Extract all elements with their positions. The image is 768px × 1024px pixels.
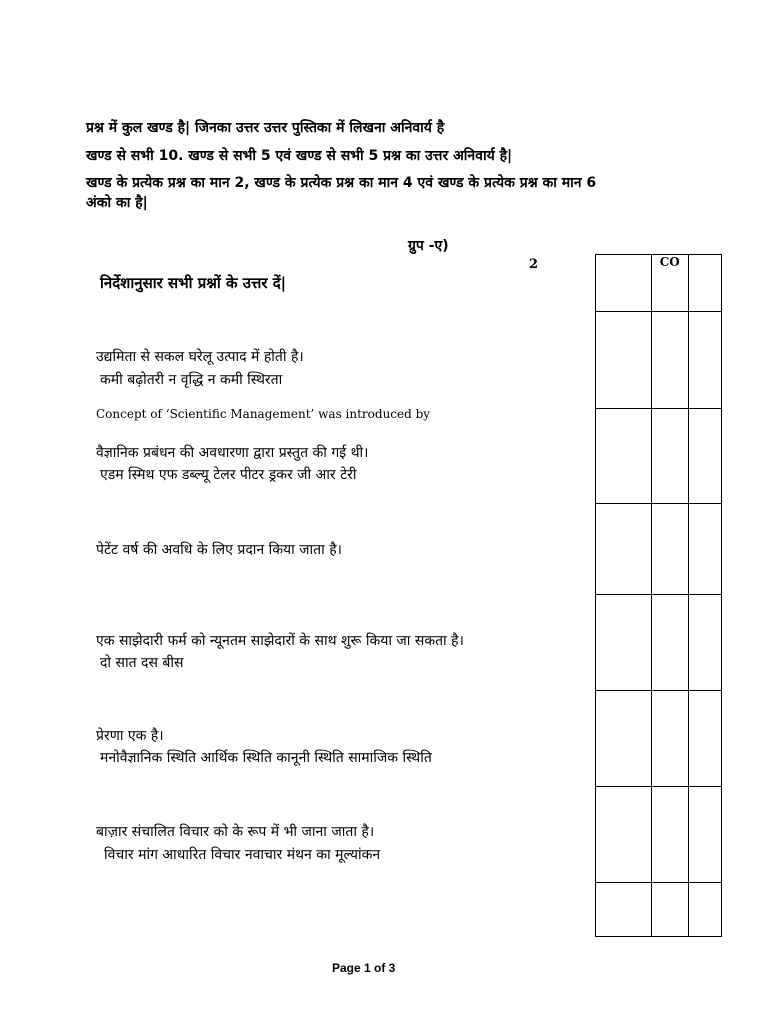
question-5-text: प्रेरणा एक है।	[96, 728, 164, 744]
question-6-text: बाज़ार संचालित विचार को के रूप में भी जाना जाता है।	[96, 824, 375, 840]
table-cell	[688, 409, 721, 504]
question-1-text: उद्यमिता से सकल घरेलू उत्पाद में होती है।	[96, 349, 304, 365]
table-cell	[688, 883, 721, 937]
table-cell	[688, 787, 721, 883]
table-row	[596, 691, 722, 787]
table-row	[596, 787, 722, 883]
table-cell	[651, 883, 688, 937]
table-row	[596, 312, 722, 409]
question-3-text: पेटेंट वर्ष की अवधि के लिए प्रदान किया जाता है।	[96, 542, 342, 558]
table-cell	[651, 312, 688, 409]
table-cell	[651, 409, 688, 504]
table-cell	[651, 787, 688, 883]
question-2-english: Concept of ‘Scientific Management’ was introduced by	[96, 407, 431, 421]
table-cell	[596, 883, 652, 937]
question-6-options: विचार मांग आधारित विचार नवाचार मंथन का मूल्यांकन	[104, 847, 381, 863]
table-cell	[651, 691, 688, 787]
table-cell	[688, 504, 721, 595]
table-cell	[596, 504, 652, 595]
question-5-options: मनोवैज्ञानिक स्थिति आर्थिक स्थिति कानूनी स्थिति सामाजिक स्थिति	[100, 750, 432, 766]
table-cell	[596, 312, 652, 409]
table-row	[596, 504, 722, 595]
table-cell	[688, 312, 721, 409]
section-heading: निर्देशानुसार सभी प्रश्नों के उत्तर दें|	[100, 274, 287, 292]
table-cell	[688, 595, 721, 691]
table-row	[596, 409, 722, 504]
question-4-options: दो सात दस बीस	[100, 655, 184, 671]
page-number: Page 1 of 3	[332, 961, 396, 975]
question-2-text: वैज्ञानिक प्रबंधन की अवधारणा द्वारा प्रस्तुत की गई थी।	[96, 445, 369, 461]
instruction-line-4: अंको का है|	[86, 195, 148, 211]
table-cell	[688, 691, 721, 787]
table-cell	[596, 691, 652, 787]
marks-value: 2	[529, 257, 539, 272]
table-cell	[688, 255, 721, 312]
table-row	[596, 255, 722, 312]
instruction-line-2: खण्ड से सभी 10. खण्ड से सभी 5 एवं खण्ड से सभी 5 प्रश्न का उत्तर अनिवार्य है|	[86, 148, 513, 164]
marks-table	[595, 254, 722, 937]
table-row	[596, 595, 722, 691]
table-cell	[651, 595, 688, 691]
instruction-line-3: खण्ड के प्रत्येक प्रश्न का मान 2, खण्ड के प्रत्येक प्रश्न का मान 4 एवं खण्ड के प्रत्येक प्रश्न का मान 6	[86, 175, 597, 191]
table-cell	[596, 255, 652, 312]
question-2-options: एडम स्मिथ एफ डब्ल्यू टेलर पीटर ड्रकर जी आर टेरी	[100, 467, 357, 483]
table-cell	[651, 504, 688, 595]
question-1-options: कमी बढ़ोतरी न वृद्धि न कमी स्थिरता	[100, 372, 283, 388]
group-title: ग्रुप -ए)	[408, 238, 449, 254]
table-cell	[596, 787, 652, 883]
question-4-text: एक साझेदारी फर्म को न्यूनतम साझेदारों के साथ शुरू किया जा सकता है।	[96, 633, 464, 649]
table-row	[596, 883, 722, 937]
table-cell	[596, 595, 652, 691]
table-cell	[596, 409, 652, 504]
instruction-line-1: प्रश्न में कुल खण्ड है| जिनका उत्तर उत्तर पुस्तिका में लिखना अनिवार्य है	[86, 120, 445, 136]
co-header: CO	[651, 255, 688, 312]
